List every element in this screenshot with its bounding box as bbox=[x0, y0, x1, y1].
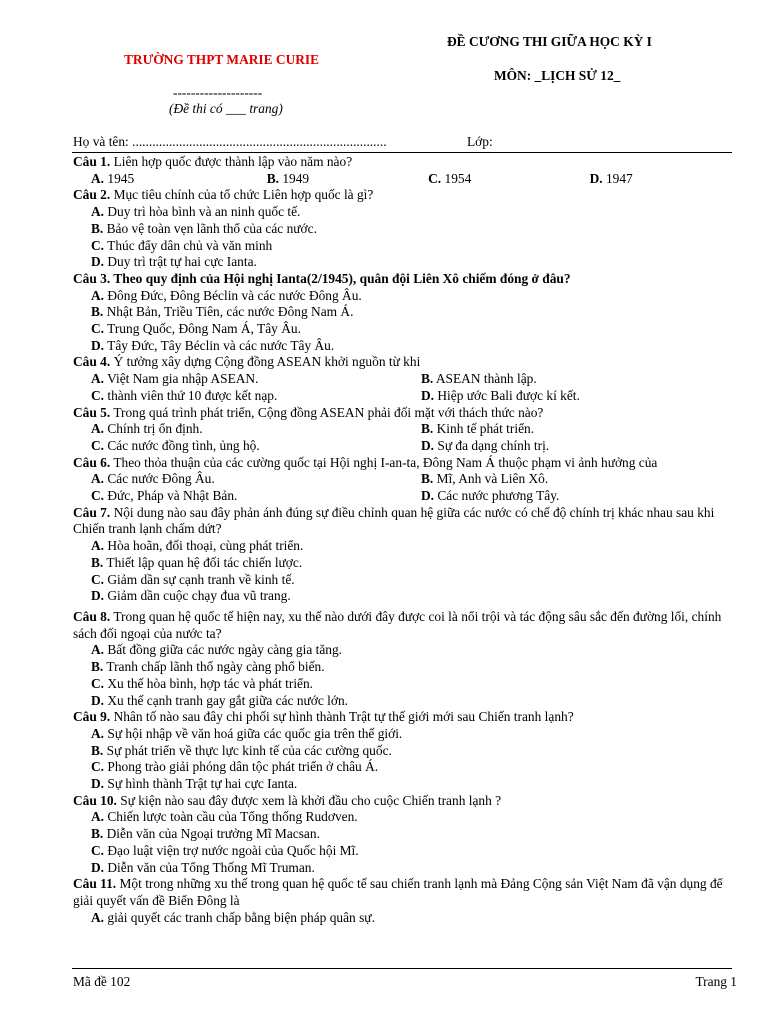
question-number: Câu 10. bbox=[73, 792, 117, 808]
answer-option bbox=[73, 288, 733, 305]
option-text: ASEAN thành lập. bbox=[433, 371, 537, 387]
question-number: Câu 3. bbox=[73, 270, 111, 286]
class-field: Lớp: bbox=[467, 134, 493, 149]
answer-option bbox=[73, 759, 733, 776]
option-letter: C. bbox=[91, 237, 105, 253]
option-letter: A. bbox=[91, 287, 105, 303]
option-text: Thúc đẩy dân chủ và văn minh bbox=[104, 237, 273, 253]
option-text: Đạo luật viện trợ nước ngoài của Quốc hội Mĩ. bbox=[104, 842, 359, 858]
option-letter: C. bbox=[91, 488, 105, 504]
answer-option bbox=[73, 438, 403, 455]
option-letter: A. bbox=[91, 725, 105, 741]
option-text: Mĩ, Anh và Liên Xô. bbox=[433, 471, 549, 487]
question-number: Câu 4. bbox=[73, 354, 111, 370]
question-stem bbox=[73, 709, 733, 726]
question-stem bbox=[73, 405, 733, 422]
question-list bbox=[73, 154, 733, 926]
answer-option bbox=[403, 388, 733, 405]
answer-option bbox=[73, 221, 733, 238]
answer-option bbox=[572, 171, 733, 188]
option-text: Tranh chấp lãnh thổ ngày càng phổ biến. bbox=[103, 659, 325, 675]
question-block bbox=[73, 354, 733, 404]
answer-option bbox=[73, 588, 733, 605]
pages-note: (Đề thi có ___ trang) bbox=[169, 101, 283, 116]
option-letter: B. bbox=[421, 421, 434, 437]
question-text: Theo quy định của Hội nghị Ianta(2/1945), quân đội Liên Xô chiếm đóng ở đâu? bbox=[110, 270, 571, 286]
answer-row bbox=[73, 471, 733, 488]
school-name: TRƯỜNG THPT MARIE CURIE bbox=[124, 52, 320, 67]
option-letter: D. bbox=[421, 488, 435, 504]
answer-option bbox=[73, 572, 733, 589]
answer-option bbox=[403, 438, 733, 455]
option-text: thành viên thứ 10 được kết nạp. bbox=[104, 387, 278, 403]
question-number: Câu 8. bbox=[73, 608, 111, 624]
option-letter: A. bbox=[91, 642, 105, 658]
question-text: Theo thỏa thuận của các cường quốc tại Hội nghị I-an-ta, Đông Nam Á thuộc phạm vi ảnh hưởng của bbox=[110, 454, 658, 470]
question-stem bbox=[73, 793, 733, 810]
option-letter: B. bbox=[266, 170, 279, 186]
option-text: Giảm dần cuộc chạy đua vũ trang. bbox=[104, 588, 291, 604]
option-text: 1947 bbox=[602, 170, 633, 186]
answer-option bbox=[73, 538, 733, 555]
footer-rule bbox=[72, 968, 732, 969]
answer-option bbox=[73, 304, 733, 321]
option-text: Duy trì hòa bình và an ninh quốc tế. bbox=[104, 204, 301, 220]
exam-code: Mã đề 102 bbox=[73, 974, 131, 989]
option-letter: A. bbox=[91, 170, 105, 186]
page-number: Trang 1 bbox=[695, 974, 737, 989]
option-letter: C. bbox=[91, 759, 105, 775]
option-text: Nhật Bản, Triều Tiên, các nước Đông Nam Á. bbox=[103, 304, 354, 320]
option-letter: D. bbox=[421, 387, 435, 403]
option-text: Xu thế cạnh tranh gay gắt giữa các nước lớn. bbox=[104, 692, 348, 708]
question-stem bbox=[73, 187, 733, 204]
option-letter: A. bbox=[91, 909, 105, 925]
answer-option bbox=[73, 555, 733, 572]
option-letter: D. bbox=[421, 437, 435, 453]
question-stem bbox=[73, 354, 733, 371]
question-text: Trong quan hệ quốc tế hiện nay, xu thế nào dưới đây được coi là nổi trội và tác động sâu sắc đến đường lối, chính sách đối ngoại của nước ta? bbox=[73, 608, 722, 641]
answer-option bbox=[403, 421, 733, 438]
answer-option bbox=[410, 171, 571, 188]
option-text: Thiết lập quan hệ đối tác chiến lược. bbox=[103, 554, 303, 570]
option-letter: B. bbox=[91, 826, 104, 842]
option-text: 1945 bbox=[104, 170, 135, 186]
answer-option bbox=[73, 826, 733, 843]
option-letter: D. bbox=[589, 170, 603, 186]
answer-option bbox=[73, 776, 733, 793]
option-text: Phong trào giải phóng dân tộc phát triển ở châu Á. bbox=[104, 759, 379, 775]
option-text: 1949 bbox=[278, 170, 310, 186]
option-text: Diễn văn của Tổng Thống Mĩ Truman. bbox=[104, 859, 315, 875]
name-field: Họ và tên: ............................................................................ bbox=[73, 134, 387, 149]
question-number: Câu 5. bbox=[73, 404, 111, 420]
option-letter: C. bbox=[91, 437, 105, 453]
option-text: Đức, Pháp và Nhật Bản. bbox=[104, 488, 238, 504]
answer-option bbox=[73, 254, 733, 271]
question-block bbox=[73, 271, 733, 355]
answer-option bbox=[73, 421, 403, 438]
question-block bbox=[73, 709, 733, 793]
option-letter: C. bbox=[91, 321, 105, 337]
option-text: Tây Đức, Tây Béclin và các nước Tây Âu. bbox=[104, 337, 335, 353]
answer-option bbox=[73, 321, 733, 338]
question-number: Câu 7. bbox=[73, 504, 111, 520]
question-block bbox=[73, 609, 733, 709]
answer-option bbox=[73, 388, 403, 405]
option-letter: A. bbox=[91, 538, 105, 554]
option-text: Chiến lược toàn cầu của Tổng thống Rudơven. bbox=[104, 809, 358, 825]
question-text: Một trong những xu thế trong quan hệ quốc tế sau chiến tranh lạnh mà Đảng Cộng sản Việt Nam đã vận dụng để giải quyết vấn đề Biển Đông là bbox=[73, 876, 723, 908]
answer-option bbox=[73, 471, 403, 488]
option-text: Sự hình thành Trật tự hai cực Ianta. bbox=[104, 776, 298, 792]
answer-row bbox=[73, 488, 733, 505]
option-letter: A. bbox=[91, 371, 105, 387]
question-stem bbox=[73, 154, 733, 171]
option-text: Các nước Đông Âu. bbox=[104, 471, 215, 487]
option-text: Bất đồng giữa các nước ngày càng gia tăng. bbox=[104, 642, 343, 658]
answer-row bbox=[73, 371, 733, 388]
question-block bbox=[73, 876, 733, 926]
option-letter: B. bbox=[421, 371, 434, 387]
option-text: Sự hội nhập về văn hoá giữa các quốc gia trên thế giới. bbox=[104, 725, 403, 741]
option-letter: A. bbox=[91, 471, 105, 487]
exam-title: ĐỀ CƯƠNG THI GIỮA HỌC KỲ I bbox=[447, 34, 652, 49]
option-text: Giảm dần sự cạnh tranh về kinh tế. bbox=[104, 571, 295, 587]
header-rule bbox=[72, 152, 732, 153]
option-text: Hòa hoãn, đối thoại, cùng phát triển. bbox=[104, 538, 304, 554]
option-text: Đông Đức, Đông Béclin và các nước Đông Âu. bbox=[104, 287, 362, 303]
answer-option bbox=[73, 860, 733, 877]
option-text: Việt Nam gia nhập ASEAN. bbox=[104, 371, 259, 387]
option-letter: B. bbox=[91, 304, 104, 320]
question-block bbox=[73, 455, 733, 505]
answer-option bbox=[73, 743, 733, 760]
option-text: giải quyết các tranh chấp bằng biện pháp quân sự. bbox=[104, 909, 375, 925]
option-letter: D. bbox=[91, 692, 105, 708]
option-text: Sự đa dạng chính trị. bbox=[434, 437, 550, 453]
answer-option bbox=[73, 676, 733, 693]
question-block bbox=[73, 793, 733, 877]
option-letter: C. bbox=[91, 387, 105, 403]
subject-label: MÔN: _LỊCH SỬ 12_ bbox=[494, 68, 621, 83]
option-letter: B. bbox=[91, 220, 104, 236]
option-text: Xu thế hòa bình, hợp tác và phát triển. bbox=[104, 675, 314, 691]
option-letter: A. bbox=[91, 809, 105, 825]
answer-option bbox=[73, 642, 733, 659]
option-letter: D. bbox=[91, 337, 105, 353]
option-text: Các nước đồng tình, ủng hộ. bbox=[104, 437, 260, 453]
question-block bbox=[73, 505, 733, 605]
option-text: Chính trị ổn định. bbox=[104, 421, 203, 437]
question-number: Câu 6. bbox=[73, 454, 111, 470]
option-text: Diễn văn của Ngoại trưởng Mĩ Macsan. bbox=[103, 826, 320, 842]
option-letter: C. bbox=[428, 170, 442, 186]
option-letter: B. bbox=[421, 471, 434, 487]
option-letter: D. bbox=[91, 859, 105, 875]
option-letter: D. bbox=[91, 776, 105, 792]
answer-option bbox=[73, 910, 733, 927]
answer-option bbox=[73, 171, 249, 188]
question-text: Ý tưởng xây dựng Cộng đồng ASEAN khởi nguồn từ khi bbox=[110, 354, 421, 370]
option-letter: C. bbox=[91, 675, 105, 691]
option-text: Trung Quốc, Đông Nam Á, Tây Âu. bbox=[104, 321, 301, 337]
answer-option bbox=[403, 488, 733, 505]
answer-option bbox=[73, 726, 733, 743]
question-text: Mục tiêu chính của tổ chức Liên hợp quốc là gì? bbox=[110, 187, 374, 203]
option-letter: A. bbox=[91, 421, 105, 437]
option-letter: A. bbox=[91, 204, 105, 220]
answer-option bbox=[73, 238, 733, 255]
option-text: Bảo vệ toàn vẹn lãnh thổ của các nước. bbox=[103, 220, 317, 236]
question-stem bbox=[73, 609, 733, 642]
question-stem bbox=[73, 505, 733, 538]
option-letter: D. bbox=[91, 588, 105, 604]
answer-option bbox=[403, 371, 733, 388]
header-dashes: -------------------- bbox=[173, 85, 263, 100]
answer-row bbox=[73, 438, 733, 455]
answer-row bbox=[73, 171, 733, 188]
answer-option bbox=[73, 338, 733, 355]
option-letter: B. bbox=[91, 659, 104, 675]
answer-row bbox=[73, 388, 733, 405]
option-text: Các nước phương Tây. bbox=[434, 488, 560, 504]
answer-row bbox=[73, 421, 733, 438]
question-number: Câu 1. bbox=[73, 154, 111, 169]
question-block bbox=[73, 405, 733, 455]
option-text: Sự phát triển về thực lực kinh tế của các cường quốc. bbox=[103, 742, 392, 758]
question-text: Nội dung nào sau đây phản ánh đúng sự điều chỉnh quan hệ giữa các nước có chế độ chính trị khác nhau sau khi Chiến tranh lạnh chấm dứt? bbox=[73, 504, 715, 537]
option-letter: D. bbox=[91, 254, 105, 270]
question-stem bbox=[73, 455, 733, 472]
answer-option bbox=[73, 488, 403, 505]
answer-option bbox=[403, 471, 733, 488]
answer-option bbox=[73, 204, 733, 221]
question-text: Sự kiện nào sau đây được xem là khởi đầu cho cuộc Chiến tranh lạnh ? bbox=[116, 792, 502, 808]
question-stem bbox=[73, 271, 733, 288]
question-block bbox=[73, 154, 733, 187]
answer-option bbox=[73, 843, 733, 860]
option-letter: B. bbox=[91, 742, 104, 758]
question-number: Câu 9. bbox=[73, 709, 111, 725]
option-letter: C. bbox=[91, 571, 105, 587]
question-text: Nhân tố nào sau đây chi phối sự hình thành Trật tự thế giới mới sau Chiến tranh lạnh? bbox=[110, 709, 574, 725]
answer-option bbox=[249, 171, 410, 188]
option-text: Hiệp ước Bali được kí kết. bbox=[434, 387, 580, 403]
question-number: Câu 2. bbox=[73, 187, 111, 203]
question-text: Trong quá trình phát triển, Cộng đồng ASEAN phải đối mặt với thách thức nào? bbox=[110, 404, 544, 420]
question-block bbox=[73, 187, 733, 271]
answer-option bbox=[73, 693, 733, 710]
option-letter: C. bbox=[91, 842, 105, 858]
question-stem bbox=[73, 876, 733, 909]
option-letter: B. bbox=[91, 554, 104, 570]
question-number: Câu 11. bbox=[73, 876, 117, 892]
answer-option bbox=[73, 659, 733, 676]
answer-option bbox=[73, 371, 403, 388]
question-text: Liên hợp quốc được thành lập vào năm nào? bbox=[110, 154, 353, 169]
option-text: 1954 bbox=[441, 170, 472, 186]
answer-option bbox=[73, 809, 733, 826]
option-text: Duy trì trật tự hai cực Ianta. bbox=[104, 254, 257, 270]
option-text: Kinh tế phát triển. bbox=[433, 421, 535, 437]
